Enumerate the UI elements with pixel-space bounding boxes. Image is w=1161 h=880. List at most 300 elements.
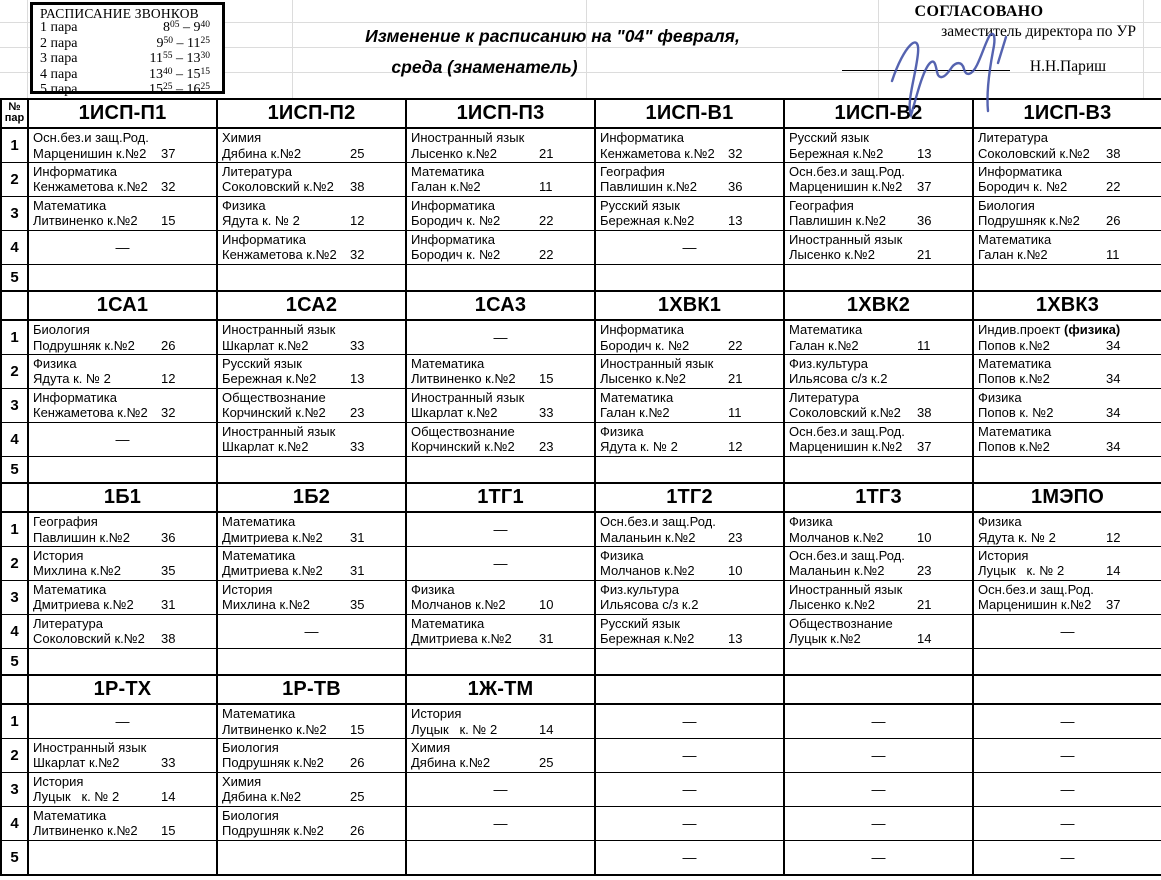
lesson-teacher-line [600, 530, 781, 546]
lesson-subject: География [789, 197, 854, 213]
schedule-row [1, 614, 1161, 648]
lesson-cell [973, 354, 1161, 388]
bell-schedule [30, 2, 225, 98]
lesson-teacher: Соколовский к.№2 [33, 631, 145, 647]
lesson-room: 31 [350, 563, 365, 579]
lesson-subject-bold: (физика) [1064, 322, 1121, 337]
group-header: 1СА1 [28, 291, 217, 320]
lesson-cell [595, 320, 784, 354]
lesson-cell [28, 128, 217, 162]
lesson-cell [973, 388, 1161, 422]
lesson-teacher: Дмитриева к.№2 [33, 597, 134, 613]
lesson-teacher-line [600, 439, 781, 455]
lesson-room: 35 [350, 597, 365, 613]
schedule-table [0, 98, 1161, 876]
lesson-room: 14 [917, 631, 932, 647]
page-title-line2: среда (знаменатель) [391, 57, 578, 77]
lesson-cell [406, 162, 595, 196]
lesson-room: 22 [539, 247, 554, 263]
empty-lesson-dash: — [973, 772, 1161, 806]
pair-number: 3 [1, 388, 28, 422]
schedule-row [1, 512, 1161, 546]
approver-name: Н.Н.Париш [1029, 58, 1107, 75]
top-header-area [0, 0, 1161, 98]
bell-pair-time: $8^{05} - 9^{40}$ [163, 20, 210, 35]
lesson-cell [217, 704, 406, 738]
lesson-teacher: Ильясова с/з к.2 [600, 597, 699, 613]
lesson-subject: Математика [600, 389, 674, 405]
lesson-teacher-line [411, 597, 592, 613]
empty-cell [217, 456, 406, 483]
signature-line [842, 57, 1010, 71]
lesson-teacher: Павлишин к.№2 [33, 529, 130, 545]
lesson-room: 21 [728, 371, 743, 387]
lesson-cell [784, 580, 973, 614]
lesson-room: 22 [1106, 179, 1121, 195]
lesson-room: 33 [350, 337, 365, 353]
lesson-room: 26 [350, 823, 365, 839]
group-header-row [1, 483, 1161, 512]
lesson-subject: Физика [600, 423, 644, 439]
lesson-cell [784, 512, 973, 546]
lesson-teacher-line [33, 371, 214, 387]
lesson-teacher: Литвиненко к.№2 [411, 371, 516, 387]
lesson-teacher-line [411, 405, 592, 421]
lesson-cell [784, 614, 973, 648]
lesson-teacher: Лысенко к.№2 [600, 371, 686, 387]
lesson-teacher-line [222, 823, 403, 839]
empty-lesson-dash: — [406, 806, 595, 840]
lesson-teacher-line [789, 597, 970, 613]
lesson-subject: География [600, 163, 665, 179]
lesson-teacher-line [789, 439, 970, 455]
lesson-subject: Осн.без.и защ.Род. [789, 547, 905, 563]
lesson-teacher-line [978, 439, 1159, 455]
schedule-row [1, 738, 1161, 772]
lesson-cell [595, 422, 784, 456]
group-header: 1ТГ3 [784, 483, 973, 512]
lesson-teacher-line [600, 179, 781, 195]
lesson-cell [973, 162, 1161, 196]
lesson-room: 23 [728, 529, 743, 545]
lesson-room: 10 [917, 529, 932, 545]
schedule-row [1, 128, 1161, 162]
lesson-room: 32 [161, 179, 176, 195]
empty-lesson-dash: — [595, 230, 784, 264]
lesson-room: 38 [917, 405, 932, 421]
pair-number: 4 [1, 422, 28, 456]
lesson-teacher: Попов к.№2 [978, 439, 1050, 455]
lesson-teacher-line [222, 371, 403, 387]
lesson-room: 33 [161, 755, 176, 771]
pair-number: 2 [1, 546, 28, 580]
lesson-subject: Обществознание [222, 389, 326, 405]
lesson-teacher-line [978, 179, 1159, 195]
lesson-subject: Физика [222, 197, 266, 213]
lesson-cell [784, 230, 973, 264]
lesson-teacher-line [33, 789, 214, 805]
group-header: 1СА2 [217, 291, 406, 320]
lesson-cell [595, 162, 784, 196]
lesson-cell [28, 580, 217, 614]
empty-lesson-dash: — [784, 738, 973, 772]
lesson-cell [973, 580, 1161, 614]
schedule-row [1, 840, 1161, 875]
lesson-teacher-line [33, 405, 214, 421]
empty-cell [973, 264, 1161, 291]
empty-lesson-dash: — [973, 614, 1161, 648]
group-header-row [1, 99, 1161, 128]
lesson-room: 15 [539, 371, 554, 387]
lesson-cell [217, 512, 406, 546]
lesson-cell [595, 196, 784, 230]
lesson-cell [28, 614, 217, 648]
bell-schedule-title: РАСПИСАНИЕ ЗВОНКОВ [40, 6, 199, 21]
empty-lesson-dash: — [217, 614, 406, 648]
approval-role: заместитель директора по УР [941, 23, 1136, 40]
lesson-subject: Математика [33, 581, 107, 597]
lesson-room: 32 [728, 145, 743, 161]
lesson-subject: Химия [222, 130, 262, 145]
lesson-teacher: Бородич к. №2 [600, 337, 690, 353]
lesson-teacher: Луцык к. № 2 [978, 563, 1065, 579]
lesson-teacher: Лысенко к.№2 [789, 247, 875, 263]
lesson-teacher: Бородич к. №2 [978, 179, 1068, 195]
lesson-subject: Русский язык [789, 130, 869, 145]
lesson-teacher: Луцык к. № 2 [33, 789, 120, 805]
lesson-subject: Иностранный язык [789, 231, 903, 247]
lesson-subject: Иностранный язык [411, 389, 525, 405]
empty-cell [784, 264, 973, 291]
bell-pair-label: 1 пара [40, 20, 78, 35]
lesson-teacher: Соколовский к.№2 [789, 405, 901, 421]
lesson-subject: Информатика [978, 163, 1062, 179]
lesson-subject: Литература [33, 615, 103, 631]
pair-number: 4 [1, 230, 28, 264]
lesson-subject: Осн.без.и защ.Род. [978, 581, 1094, 597]
lesson-subject: Физ.культура [789, 355, 869, 371]
schedule-row [1, 162, 1161, 196]
lesson-room: 21 [917, 597, 932, 613]
empty-lesson-dash: — [784, 806, 973, 840]
lesson-teacher: Лысенко к.№2 [789, 597, 875, 613]
lesson-teacher-line [33, 530, 214, 546]
page-title-line1: Изменение к расписанию на "04" февраля, [365, 26, 740, 46]
lesson-subject: Физика [978, 514, 1022, 529]
lesson-room: 37 [917, 179, 932, 195]
schedule-row [1, 648, 1161, 675]
schedule-row [1, 772, 1161, 806]
pair-number: 3 [1, 772, 28, 806]
lesson-subject: Физ.культура [600, 581, 680, 597]
lesson-subject: Математика [411, 355, 485, 371]
lesson-teacher: Галан к.№2 [978, 247, 1048, 263]
lesson-room: 15 [161, 213, 176, 229]
pair-number: 1 [1, 128, 28, 162]
lesson-room: 13 [350, 371, 365, 387]
schedule-table-body [1, 99, 1161, 875]
lesson-cell [217, 354, 406, 388]
lesson-teacher: Ядута к. № 2 [600, 439, 678, 455]
bell-row [40, 21, 222, 37]
lesson-teacher-line [33, 563, 214, 579]
lesson-cell [406, 196, 595, 230]
lesson-subject: Информатика [33, 163, 117, 179]
lesson-teacher-line [978, 563, 1159, 579]
lesson-teacher: Кенжаметова к.№2 [600, 145, 715, 161]
group-header: 1ИСП-В2 [784, 99, 973, 128]
lesson-subject: Информатика [411, 231, 495, 247]
empty-cell [595, 264, 784, 291]
schedule-row [1, 580, 1161, 614]
lesson-room: 11 [917, 337, 931, 353]
lesson-cell [595, 580, 784, 614]
lesson-teacher: Марценишин к.№2 [978, 597, 1092, 613]
lesson-cell [217, 546, 406, 580]
lesson-subject: Иностранный язык [222, 322, 336, 337]
bell-pair-label: 4 пара [40, 66, 78, 82]
lesson-subject: Математика [222, 514, 296, 529]
lesson-teacher: Дябина к.№2 [222, 145, 302, 161]
empty-lesson-dash: — [784, 840, 973, 875]
lesson-cell [595, 546, 784, 580]
lesson-teacher: Подрушняк к.№2 [222, 823, 324, 839]
lesson-cell [784, 422, 973, 456]
lesson-cell [595, 512, 784, 546]
lesson-teacher-line [978, 597, 1159, 613]
schedule-row [1, 704, 1161, 738]
lesson-teacher-line [33, 179, 214, 195]
lesson-cell [784, 546, 973, 580]
pair-number: 2 [1, 162, 28, 196]
lesson-room: 31 [539, 631, 554, 647]
lesson-teacher-line [789, 530, 970, 546]
pair-number: 3 [1, 196, 28, 230]
schedule-row [1, 806, 1161, 840]
empty-lesson-dash: — [28, 704, 217, 738]
lesson-teacher-line [222, 213, 403, 229]
lesson-room: 23 [350, 405, 365, 421]
group-header: 1ТГ2 [595, 483, 784, 512]
lesson-teacher-line [33, 597, 214, 613]
lesson-subject: Биология [222, 807, 279, 823]
empty-lesson-dash: — [973, 806, 1161, 840]
lesson-teacher-line [978, 146, 1159, 162]
lesson-subject: Иностранный язык [222, 423, 336, 439]
lesson-teacher-line [600, 597, 781, 613]
lesson-teacher-line [978, 247, 1159, 263]
lesson-teacher-line [411, 722, 592, 738]
approval-heading: СОГЛАСОВАНО [914, 3, 1044, 20]
lesson-teacher-line [600, 563, 781, 579]
lesson-subject: Физика [978, 389, 1022, 405]
lesson-subject: История [222, 581, 273, 597]
lesson-room: 37 [161, 145, 176, 161]
lesson-subject: Осн.без.и защ.Род. [33, 130, 149, 145]
lesson-subject: Иностранный язык [33, 739, 147, 755]
schedule-row [1, 422, 1161, 456]
lesson-cell [406, 354, 595, 388]
lesson-room: 26 [161, 337, 176, 353]
pair-number: 1 [1, 704, 28, 738]
bell-row [40, 83, 222, 99]
lesson-cell [28, 546, 217, 580]
lesson-cell [973, 512, 1161, 546]
lesson-room: 38 [350, 179, 365, 195]
lesson-teacher: Попов к. №2 [978, 405, 1054, 421]
lesson-teacher-line [222, 338, 403, 354]
lesson-teacher-line [978, 213, 1159, 229]
lesson-room: 33 [539, 405, 554, 421]
lesson-subject: Информатика [600, 322, 684, 337]
lesson-teacher: Маланьин к.№2 [600, 529, 696, 545]
lesson-teacher-line [600, 405, 781, 421]
empty-cell [217, 840, 406, 875]
lesson-room: 37 [917, 439, 932, 455]
lesson-teacher-line [600, 213, 781, 229]
schedule-row [1, 546, 1161, 580]
empty-cell [28, 456, 217, 483]
empty-cell [595, 456, 784, 483]
lesson-teacher: Корчинский к.№2 [411, 439, 515, 455]
lesson-teacher-line [411, 755, 592, 771]
lesson-room: 31 [161, 597, 176, 613]
lesson-teacher: Молчанов к.№2 [789, 529, 884, 545]
empty-lesson-dash: — [784, 704, 973, 738]
lesson-teacher: Павлишин к.№2 [789, 213, 886, 229]
lesson-teacher: Галан к.№2 [411, 179, 481, 195]
lesson-room: 37 [1106, 597, 1121, 613]
lesson-room: 11 [728, 405, 742, 421]
lesson-subject: Физика [789, 514, 833, 529]
empty-lesson-dash: — [595, 806, 784, 840]
empty-lesson-dash: — [406, 546, 595, 580]
group-header: 1СА3 [406, 291, 595, 320]
lesson-room: 34 [1106, 439, 1121, 455]
lesson-teacher-line [222, 597, 403, 613]
lesson-teacher-line [222, 179, 403, 195]
empty-lesson-dash: — [595, 840, 784, 875]
lesson-cell [217, 772, 406, 806]
empty-cell [217, 648, 406, 675]
lesson-room: 21 [539, 145, 554, 161]
lesson-teacher-line [411, 213, 592, 229]
lesson-teacher: Павлишин к.№2 [600, 179, 697, 195]
lesson-teacher-line [222, 146, 403, 162]
lesson-teacher-line [33, 631, 214, 647]
lesson-subject: Индив.проект (физика) [978, 322, 1121, 337]
lesson-room: 11 [1106, 247, 1120, 263]
lesson-teacher: Лысенко к.№2 [411, 145, 497, 161]
lesson-room: 10 [728, 563, 743, 579]
empty-cell [784, 456, 973, 483]
lesson-cell [406, 422, 595, 456]
empty-lesson-dash: — [406, 320, 595, 354]
lesson-room: 36 [161, 529, 176, 545]
bell-pair-label: 5 пара [40, 82, 78, 98]
lesson-cell [406, 738, 595, 772]
lesson-teacher-line [978, 530, 1159, 546]
lesson-teacher: Молчанов к.№2 [411, 597, 506, 613]
lesson-room: 26 [350, 755, 365, 771]
lesson-subject: Информатика [600, 130, 684, 145]
lesson-cell [784, 196, 973, 230]
lesson-room: 12 [728, 439, 743, 455]
lesson-teacher-line [789, 179, 970, 195]
empty-cell [406, 264, 595, 291]
group-header: 1Р-ТХ [28, 675, 217, 704]
empty-cell [28, 648, 217, 675]
lesson-room: 38 [161, 631, 176, 647]
lesson-teacher: Соколовский к.№2 [978, 145, 1090, 161]
lesson-cell [973, 546, 1161, 580]
lesson-subject: Обществознание [411, 423, 515, 439]
lesson-cell [784, 388, 973, 422]
lesson-cell [595, 388, 784, 422]
lesson-subject: Иностранный язык [789, 581, 903, 597]
empty-cell [406, 648, 595, 675]
lesson-subject: Математика [978, 423, 1052, 439]
pair-number: 1 [1, 512, 28, 546]
group-header: 1ТГ1 [406, 483, 595, 512]
lesson-teacher-line [789, 146, 970, 162]
lesson-teacher: Шкарлат к.№2 [33, 755, 120, 771]
lesson-cell [217, 738, 406, 772]
lesson-teacher: Ядута к. № 2 [978, 529, 1056, 545]
lesson-teacher: Попов к.№2 [978, 337, 1050, 353]
lesson-room: 32 [350, 247, 365, 263]
schedule-row [1, 354, 1161, 388]
lesson-room: 22 [539, 213, 554, 229]
group-header: 1Р-ТВ [217, 675, 406, 704]
lesson-subject: Математика [411, 615, 485, 631]
lesson-teacher-line [600, 146, 781, 162]
lesson-teacher: Подрушняк к.№2 [222, 755, 324, 771]
pair-number: 1 [1, 320, 28, 354]
lesson-cell [217, 162, 406, 196]
lesson-teacher-line [411, 631, 592, 647]
lesson-room: 25 [539, 755, 554, 771]
lesson-teacher: Галан к.№2 [789, 337, 859, 353]
lesson-teacher: Дмитриева к.№2 [222, 563, 323, 579]
lesson-subject: Осн.без.и защ.Род. [789, 163, 905, 179]
lesson-subject: Осн.без.и защ.Род. [600, 514, 716, 529]
lesson-teacher-line [789, 405, 970, 421]
group-header: 1ИСП-В1 [595, 99, 784, 128]
group-header: 1ХВК3 [973, 291, 1161, 320]
lesson-teacher-line [789, 631, 970, 647]
lesson-cell [406, 128, 595, 162]
lesson-subject: Осн.без.и защ.Род. [789, 423, 905, 439]
lesson-teacher-line [978, 338, 1159, 354]
lesson-cell [217, 806, 406, 840]
pair-number: 5 [1, 840, 28, 875]
lesson-room: 22 [728, 337, 743, 353]
lesson-room: 10 [539, 597, 554, 613]
bell-row [40, 37, 222, 53]
lesson-cell [973, 128, 1161, 162]
empty-lesson-dash: — [595, 772, 784, 806]
bell-pair-label: 2 пара [40, 35, 78, 51]
lesson-room: 13 [917, 145, 932, 161]
group-header-row [1, 291, 1161, 320]
lesson-teacher: Литвиненко к.№2 [33, 213, 138, 229]
lesson-teacher: Кенжаметова к.№2 [222, 247, 337, 263]
lesson-subject: Математика [33, 197, 107, 213]
lesson-teacher: Корчинский к.№2 [222, 405, 326, 421]
lesson-subject: Информатика [222, 231, 306, 247]
group-header: 1ИСП-П2 [217, 99, 406, 128]
